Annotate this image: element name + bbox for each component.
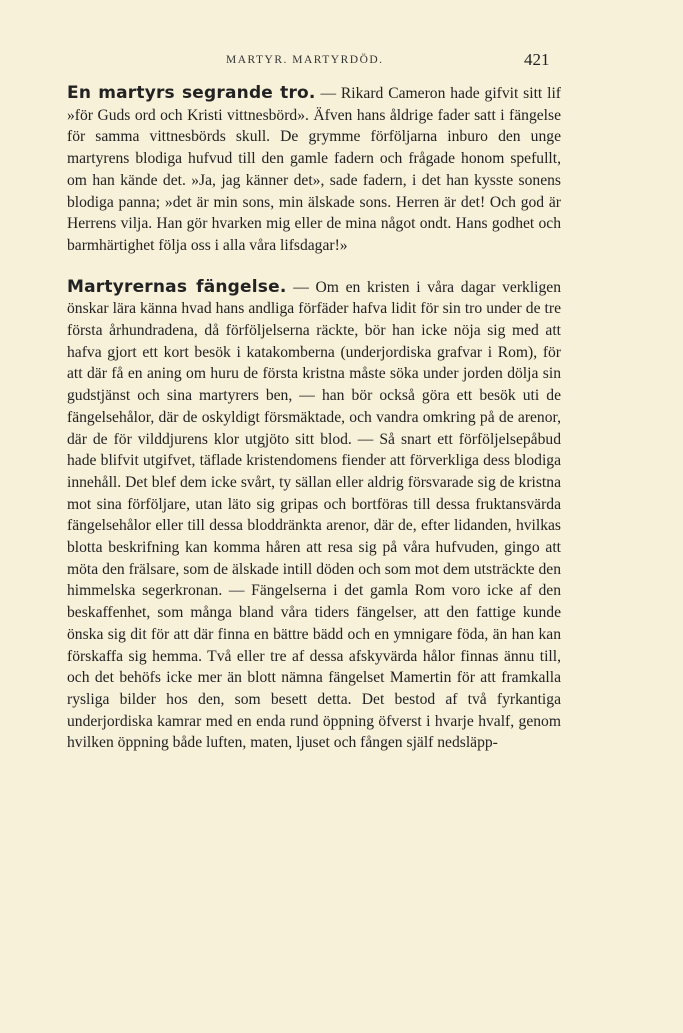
section-text: — Rikard Cameron hade gifvit sitt lif »för Guds ord och Kristi vittnesbörd». Äfven hans åldrige fader satt i fängelse för samma vittnesbörds skull. De grymme förföljarna inburo den unge martyrens blodiga hufvud till den gamle fadern och frågade honom spefullt, om han kände det. »Ja, jag känner det», sade fadern, i det han kysste sonens blodiga panna; »det är min sons, min älskade sons. Herren är det! Och god är Herrens vilja. Han gör hvarken mig eller de mina något ondt. Hans godhet och barmhärtighet följa oss i alla våra lifsdagar!» [67,85,561,254]
page-header [0,50,683,76]
section-martyrs-prison [67,277,561,754]
page-body [67,83,561,754]
section-text: — Om en kristen i våra dagar verkligen önskar lära känna hvad hans andliga förfäder hafva lidit för sin tro under de tre första århundradena, då förföljelserna räckte, bör han icke nöja sig med att hafva gjort ett kort besök i katakomberna (underjordiska grafvar i Rom), för att där få en aning om huru de första kristna måste söka under jorden dölja sin gudstjänst och sina martyrers ben, — han bör också göra ett besök uti de fängelsehålor, där de oskyldigt försmäktade, och vandra omkring på de arenor, där de för vilddjurens klor utgjöto sitt blod. — Så snart ett förföljelsepåbud hade blifvit utgifvet, täflade kristendomens fiender att förverkliga dess blodiga innehåll. Det blef dem icke svårt, ty sällan eller aldrig försvarade sig de kristna mot sina förföljare, utan läto sig gripas och bortföras till dessa fruktansvärda fängelsehålor eller till dessa bloddränkta arenor, där de, efter lidanden, hvilkas blotta beskrifning kan komma håren att resa sig på våra hufvuden, gingo att möta den frälsare, som de älskade intill döden och som mot dem utsträckte den himmelska segerkronan. — Fängelserna i det gamla Rom voro icke af den beskaffenhet, som många bland våra tiders fängelser, att den fattige kunde önska sig dit för att där finna en bättre bädd och en ymnigare föda, än han kan förskaffa sig hemma. Två eller tre af dessa afskyvärda hålor finnas ännu till, och det behöfs icke mer än blott nämna fängelset Mamertin för att framkalla rysliga bilder hos den, som besett detta. Det bestod af två fyrkantiga underjordiska kamrar med en enda rund öppning öfverst i hvarje hvalf, genom hvilken öppning både luften, maten, ljuset och fången själf nedsläpp- [67,278,562,752]
section-heading: Martyrernas fängelse. [67,276,287,297]
section-heading: En martyrs segrande tro. [67,83,316,103]
page-number: 421 [524,50,550,69]
section-martyrs-faith [67,83,561,257]
running-head: MARTYR. MARTYRDÖD. [226,54,384,66]
